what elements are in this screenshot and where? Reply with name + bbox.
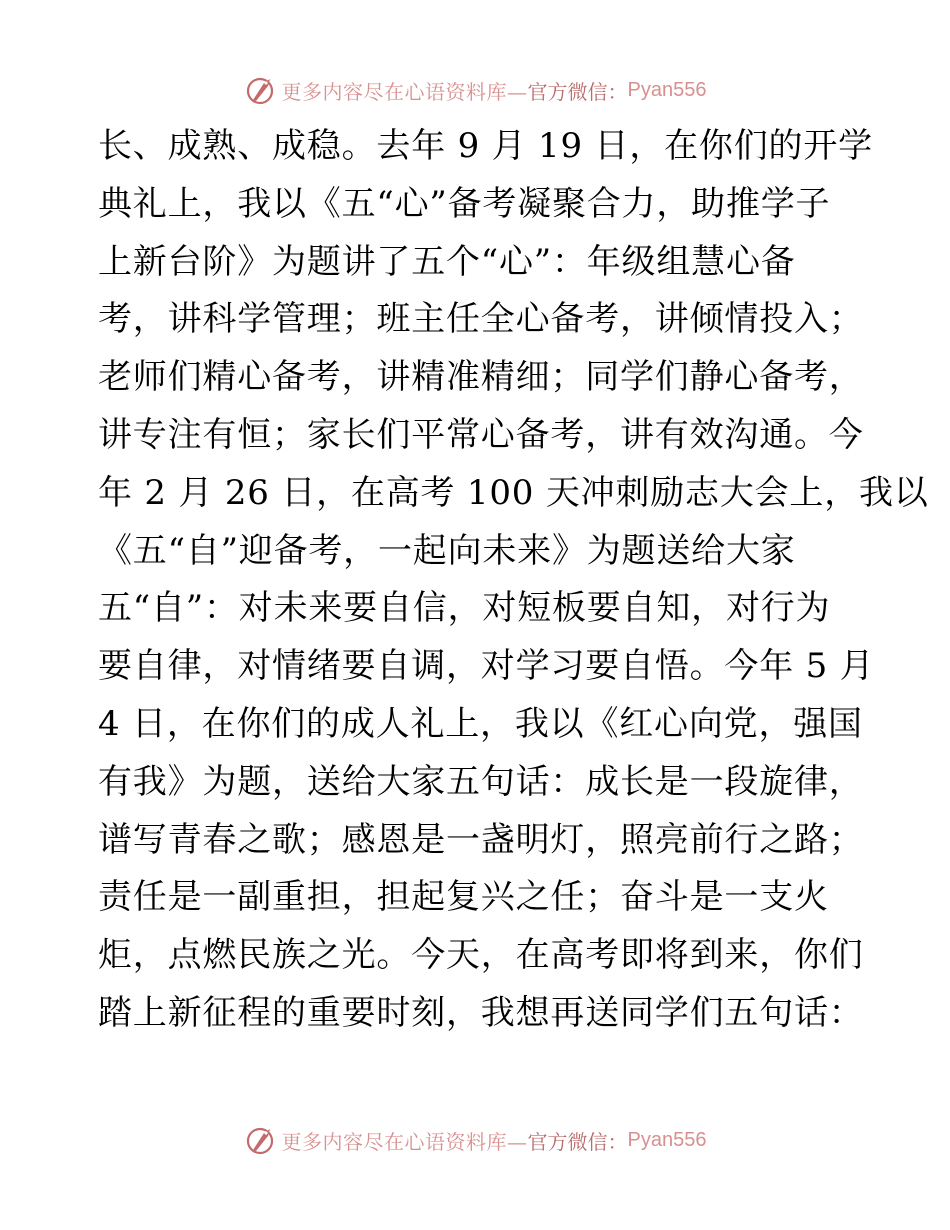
body-line: 长、成熟、成稳。去年 9 月 19 日，在你们的开学 xyxy=(98,126,873,166)
watermark-wechat-id: Pyan556 xyxy=(627,78,707,101)
watermark-wechat-label: 官方微信： xyxy=(527,1129,628,1154)
watermark-text: 更多内容尽在心语资料库— xyxy=(281,1129,528,1154)
body-line: 责任是一副重担，担起复兴之任；奋斗是一支火 xyxy=(98,877,829,918)
body-line: 谱写青春之歌；感恩是一盏明灯，照亮前行之路； xyxy=(98,819,864,860)
body-line: 讲专注有恒；家长们平常心备考，讲有效沟通。今 xyxy=(98,414,864,455)
watermark-wechat-label: 官方微信： xyxy=(527,79,628,104)
watermark-wechat-id: Pyan556 xyxy=(627,1128,707,1151)
document-body xyxy=(98,118,929,1043)
watermark-text: 更多内容尽在心语资料库— xyxy=(281,79,528,104)
pen-nib-logo-icon xyxy=(244,73,278,107)
footer-watermark xyxy=(0,1120,950,1160)
body-line: 上新台阶》为题讲了五个“心”：年级组慧心备 xyxy=(98,241,796,282)
body-line: 五“自”：对未来要自信，对短板要自知，对行为 xyxy=(98,588,831,629)
body-line: 老师们精心备考，讲精准精细；同学们静心备考， xyxy=(98,357,864,398)
body-line: 《五“自”迎备考，一起向未来》为题送给大家 xyxy=(98,530,796,571)
body-line: 有我》为题，送给大家五句话：成长是一段旋律， xyxy=(98,761,864,802)
body-line: 4 日，在你们的成人礼上，我以《红心向党，强国 xyxy=(98,703,863,744)
body-line: 典礼上，我以《五“心”备考凝聚合力，助推学子 xyxy=(98,183,831,224)
pen-nib-logo-icon xyxy=(244,1123,278,1157)
body-line: 炬，点燃民族之光。今天，在高考即将到来，你们 xyxy=(98,935,864,976)
body-line: 踏上新征程的重要时刻，我想再送同学们五句话： xyxy=(98,992,864,1033)
body-line: 年 2 月 26 日，在高考 100 天冲刺励志大会上，我以 xyxy=(98,472,929,513)
body-line: 要自律，对情绪要自调，对学习要自悟。今年 5 月 xyxy=(98,646,875,687)
body-line: 考，讲科学管理；班主任全心备考，讲倾情投入； xyxy=(98,299,864,340)
header-watermark xyxy=(0,70,950,110)
